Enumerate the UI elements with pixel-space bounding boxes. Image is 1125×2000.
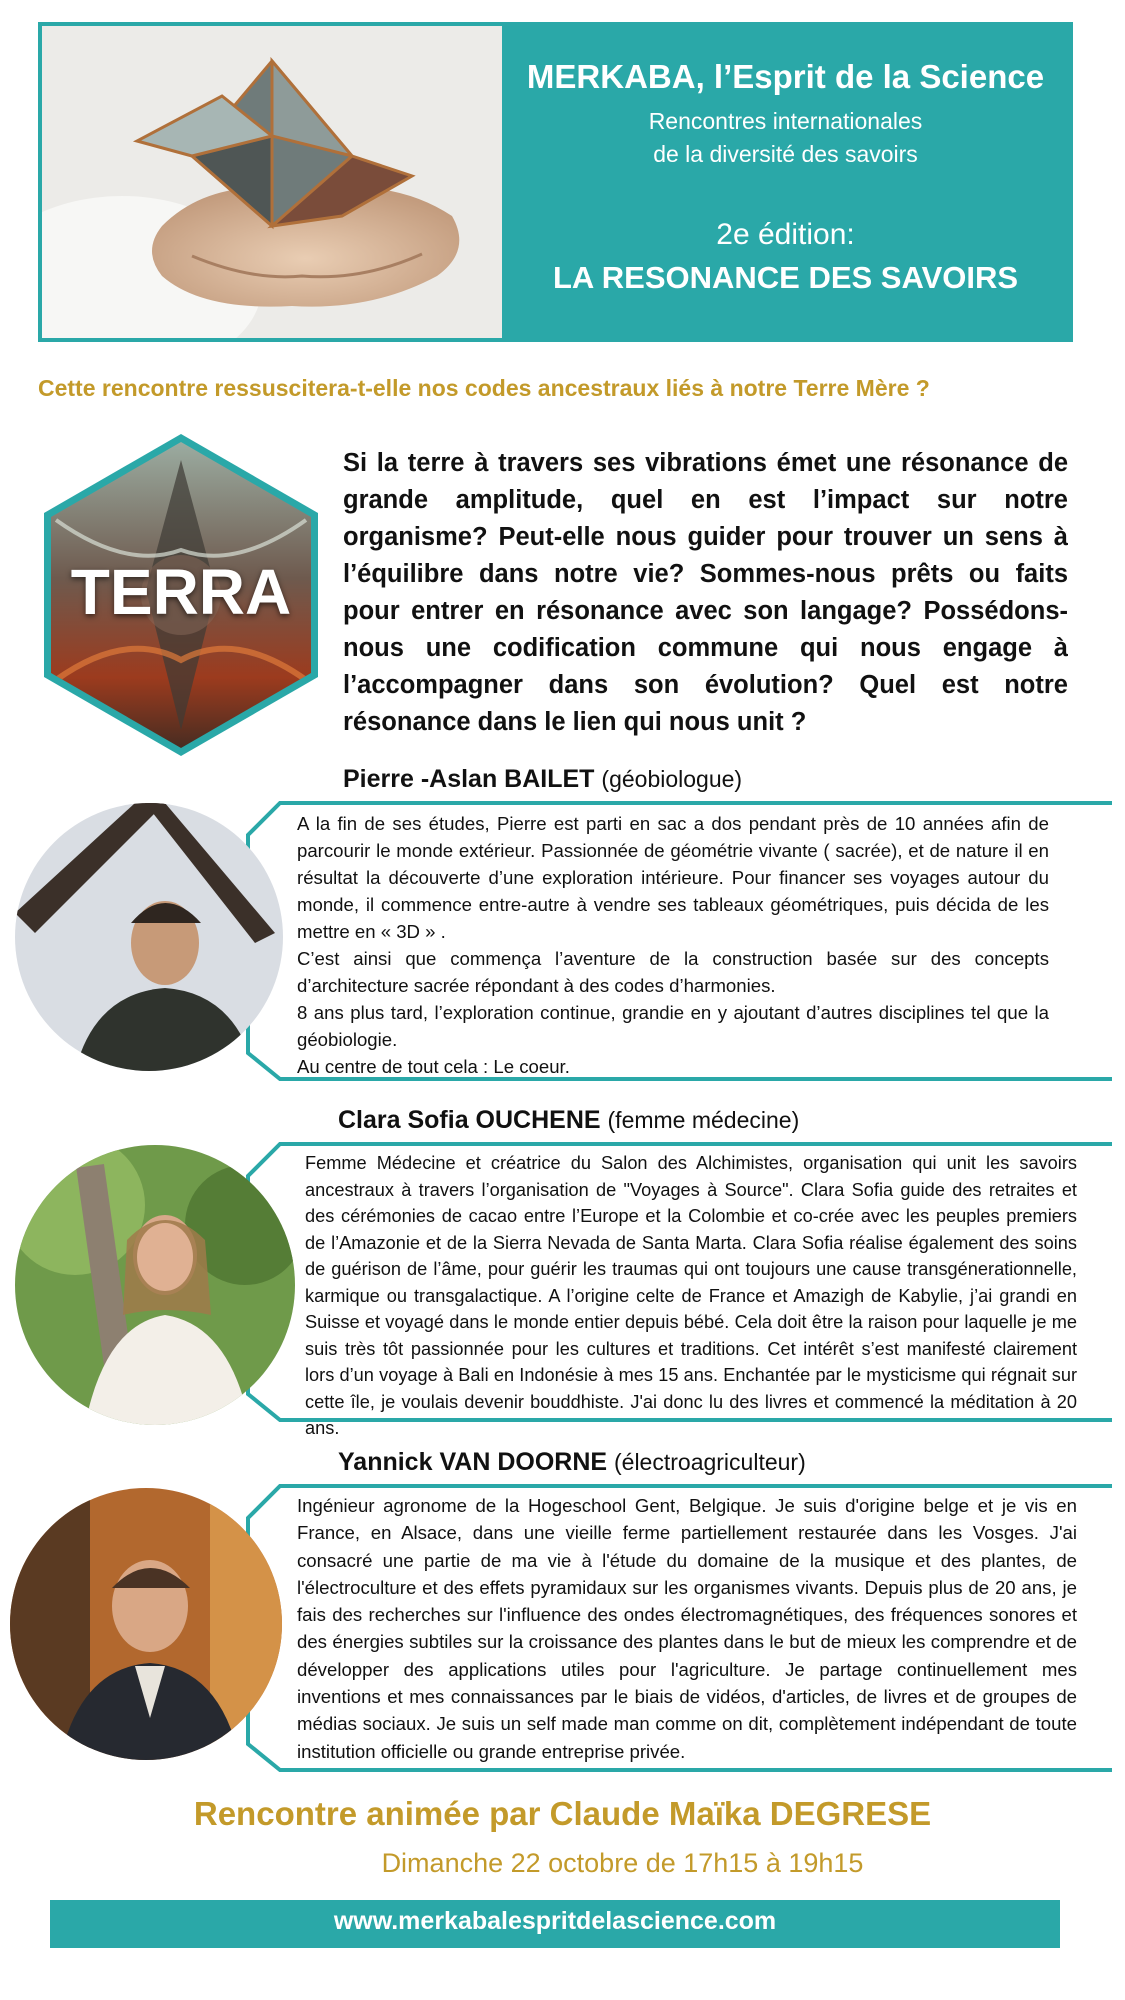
- edition-label: 2e édition:: [716, 218, 855, 251]
- speaker-portrait-illustration: [10, 1488, 282, 1760]
- event-title: MERKABA, l’Esprit de la Science: [526, 58, 1045, 95]
- speaker-name: Pierre -Aslan BAILET: [343, 765, 595, 793]
- speaker-role: (électroagriculteur): [614, 1449, 806, 1475]
- event-date: Dimanche 22 octobre de 17h15 à 19h15: [381, 1848, 864, 1878]
- merkaba-illustration: [42, 26, 502, 338]
- headline-question: Cette rencontre ressuscitera-t-elle nos codes ancestraux liés à notre Terre Mère ?: [38, 375, 930, 401]
- speaker-role: (géobiologue): [601, 766, 743, 792]
- bio-paragraph: 8 ans plus tard, l’exploration continue, grandie en y ajoutant d’autres disciplines tel que la géobiologie.: [297, 1002, 1049, 1050]
- merkaba-hands-photo: [42, 26, 502, 338]
- terra-label: TERRA: [70, 556, 292, 628]
- speaker-role: (femme médecine): [607, 1107, 800, 1133]
- bio-paragraph: Femme Médecine et créatrice du Salon des Alchimistes, organisation qui unit les savoirs ancestraux à travers l’organisation de "Voyages à Source". Clara Sofia guide des retraites et des cérémonies de cacao entre l’Europe et la Colombie et co-crée avec les peuples premiers de l’Amazonie et de la Sierra Nevada de Santa Marta. Clara Sofia réalise également des soins de guérison de l’âme, pour guérir les traumas qui ont toujours une cause transgénerationnelle, karmique ou transgalactique. A l’origine celte de France et Amazigh de Kabylie, j’ai grandi en Suisse et voyagé dans le monde entier depuis bébé. Cela doit être la raison pour laquelle je me suis très tôt passionnée pour les cultures et traditions. Cet intérêt s’est manifesté clairement lors d’un voyage à Bali en Indonésie à mes 15 ans. Enchantée par le mysticisme qui régnait sur cette île, je voulais devenir bouddhiste. J'ai donc lu des livres et commencé la méditation à 20 ans.: [305, 1153, 1077, 1438]
- speaker-photo-yannick: [10, 1488, 282, 1760]
- speaker-portrait-illustration: [15, 803, 283, 1071]
- edition-theme: LA RESONANCE DES SAVOIRS: [552, 260, 1019, 295]
- speaker-name-line: [338, 1106, 799, 1135]
- banner-text-block: [502, 26, 1069, 338]
- bio-paragraph: A la fin de ses études, Pierre est parti en sac a dos pendant près de 10 années afin de parcourir le monde extérieur. Passionnée de géométrie vivante ( sacrée), et de nature il en résultat la découverte d’une exploration intérieure. Pour financer ses voyages autour du monde, il commence entre-autre à vendre ses tableaux géométriques, puis décida de les mettre en « 3D » .: [297, 813, 1049, 942]
- speaker-photo-pierre: [15, 803, 283, 1071]
- header-banner: [38, 22, 1073, 342]
- speaker-bio: [297, 1492, 1077, 1765]
- speaker-name-line: [343, 765, 742, 794]
- event-subtitle-line2: de la diversité des savoirs: [653, 141, 918, 167]
- speaker-name: Yannick VAN DOORNE: [338, 1448, 608, 1476]
- website-link[interactable]: www.merkabalespritdelascience.com: [333, 1907, 777, 1935]
- bio-paragraph: Ingénieur agronome de la Hogeschool Gent, Belgique. Je suis d'origine belge et je vis en France, en Alsace, dans une vieille ferme partiellement restaurée dans les Vosges. J'ai consacré une partie de ma vie à l'étude du domaine de la musique et des plantes, de l'électroculture et des effets pyramidaux sur les organismes vivants. Depuis plus de 20 ans, je fais des recherches sur l'influence des ondes électromagnétiques, des fréquences sonores et des énergies subtiles sur la croissance des plantes dans le but de mieux les comprendre et de développer des applications utiles pour l'agriculture. Je partage continuellement mes inventions et mes connaissances par le biais de vidéos, d'articles, de livres et de groupes de médias sociaux. Je suis un self made man comme on dit, complètement indépendant de toute institution officielle ou grande entreprise privée.: [297, 1495, 1077, 1762]
- bio-paragraph: Au centre de tout cela : Le coeur.: [297, 1056, 570, 1077]
- host-line: Rencontre animée par Claude Maïka DEGRESE: [193, 1795, 932, 1832]
- speaker-bio: [297, 810, 1049, 1080]
- event-subtitle-line1: Rencontres internationales: [648, 108, 923, 134]
- speaker-photo-clara: [15, 1145, 295, 1425]
- intro-paragraph: Si la terre à travers ses vibrations émet une résonance de grande amplitude, quel en est l’impact sur notre organisme? Peut-elle nous guider pour trouver un sens à l’équilibre dans notre vie? Sommes-nous prêts ou faits pour entrer en résonance avec son langage? Possédons-nous une codification commune qui nous engage à l’accompagner dans son évolution? Quel est notre résonance dans le lien qui nous unit ?: [343, 449, 1068, 736]
- speaker-name: Clara Sofia OUCHENE: [338, 1106, 601, 1134]
- speaker-name-line: [338, 1448, 806, 1477]
- bio-paragraph: C’est ainsi que commença l’aventure de la construction basée sur des concepts d’architecture sacrée répondant à des codes d’harmonies.: [297, 948, 1049, 996]
- speaker-bio: [305, 1150, 1077, 1442]
- speaker-portrait-illustration: [15, 1145, 295, 1425]
